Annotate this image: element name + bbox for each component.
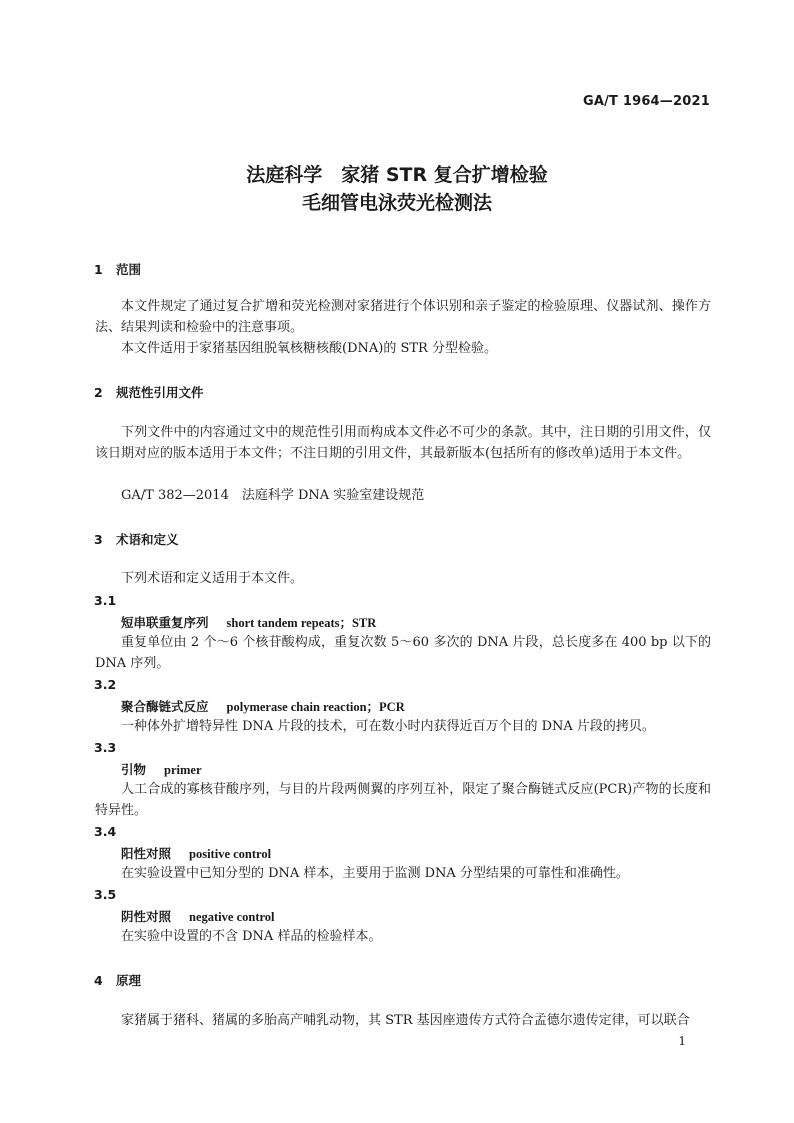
term-heading [121,697,405,715]
section-1-paragraph-1: 本文件规定了通过复合扩增和荧光检测对家猪进行个体识别和亲子鉴定的检验原理、仪器试剂、操作方法、结果判读和检验中的注意事项。 [95,299,711,335]
section-number: 3 [94,532,103,547]
section-number: 2 [94,385,103,400]
clause-number: 3.3 [94,740,117,755]
clause-number: 3.2 [94,677,117,692]
clause-number: 3.1 [94,593,117,608]
term-definition: 在实验中设置的不含 DNA 样品的检验样本。 [121,929,382,944]
section-2-paragraph-1: 下列文件中的内容通过文中的规范性引用而构成本文件必不可少的条款。其中，注日期的引用文件，仅该日期对应的版本适用于本文件；不注日期的引用文件，其最新版本(包括所有的修改单)适用于本文件。 [95,425,711,461]
term-definition: 重复单位由 2 个～6 个核苷酸构成，重复次数 5～60 多次的 DNA 片段，总长度多在 400 bp 以下的 DNA 序列。 [95,635,711,671]
section-4-heading [94,971,141,989]
term-en: short tandem repeats；STR [226,616,377,630]
term-en: polymerase chain reaction；PCR [226,700,405,714]
page-number: 1 [678,1034,686,1048]
term-en: positive control [189,847,272,861]
term-heading [121,844,271,862]
term-zh: 阳性对照 [121,846,172,861]
term-heading [121,760,202,778]
term-en: negative control [189,910,275,924]
section-title: 术语和定义 [116,532,179,547]
clause-number: 3.4 [94,824,117,839]
section-1-paragraph-2: 本文件适用于家猪基因组脱氧核糖核酸(DNA)的 STR 分型检验。 [121,341,497,356]
term-definition: 在实验设置中已知分型的 DNA 样本，主要用于监测 DNA 分型结果的可靠性和准确性。 [121,866,629,881]
section-title: 范围 [116,262,142,277]
term-zh: 引物 [121,762,147,777]
normative-reference: GA/T 382—2014 法庭科学 DNA 实验室建设规范 [121,488,425,503]
term-definition: 一种体外扩增特异性 DNA 片段的技术，可在数小时内获得近百万个目的 DNA 片段的拷贝。 [121,719,655,734]
standard-number: GA/T 1964—2021 [582,94,710,109]
document-title-line1: 法庭科学 家猪 STR 复合扩增检验 [246,164,548,186]
section-number: 1 [94,262,103,277]
term-en: primer [164,763,202,777]
term-zh: 阴性对照 [121,909,172,924]
section-number: 4 [94,973,103,988]
term-heading [121,613,376,631]
section-2-heading [94,383,204,401]
term-zh: 短串联重复序列 [121,615,209,630]
term-definition: 人工合成的寡核苷酸序列，与目的片段两侧翼的序列互补，限定了聚合酶链式反应(PCR)产物的长度和特异性。 [95,782,711,818]
document-title-line2: 毛细管电泳荧光检测法 [301,192,492,214]
section-title: 原理 [116,973,142,988]
section-3-intro: 下列术语和定义适用于本文件。 [121,571,304,586]
clause-number: 3.5 [94,887,117,902]
section-1-heading [94,260,141,278]
term-zh: 聚合酶链式反应 [121,699,209,714]
section-title: 规范性引用文件 [116,385,204,400]
section-3-heading [94,530,179,548]
section-4-paragraph-1: 家猪属于猪科、猪属的多胎高产哺乳动物，其 STR 基因座遗传方式符合孟德尔遗传定律，可以联合 [121,1013,690,1028]
term-heading [121,907,275,925]
